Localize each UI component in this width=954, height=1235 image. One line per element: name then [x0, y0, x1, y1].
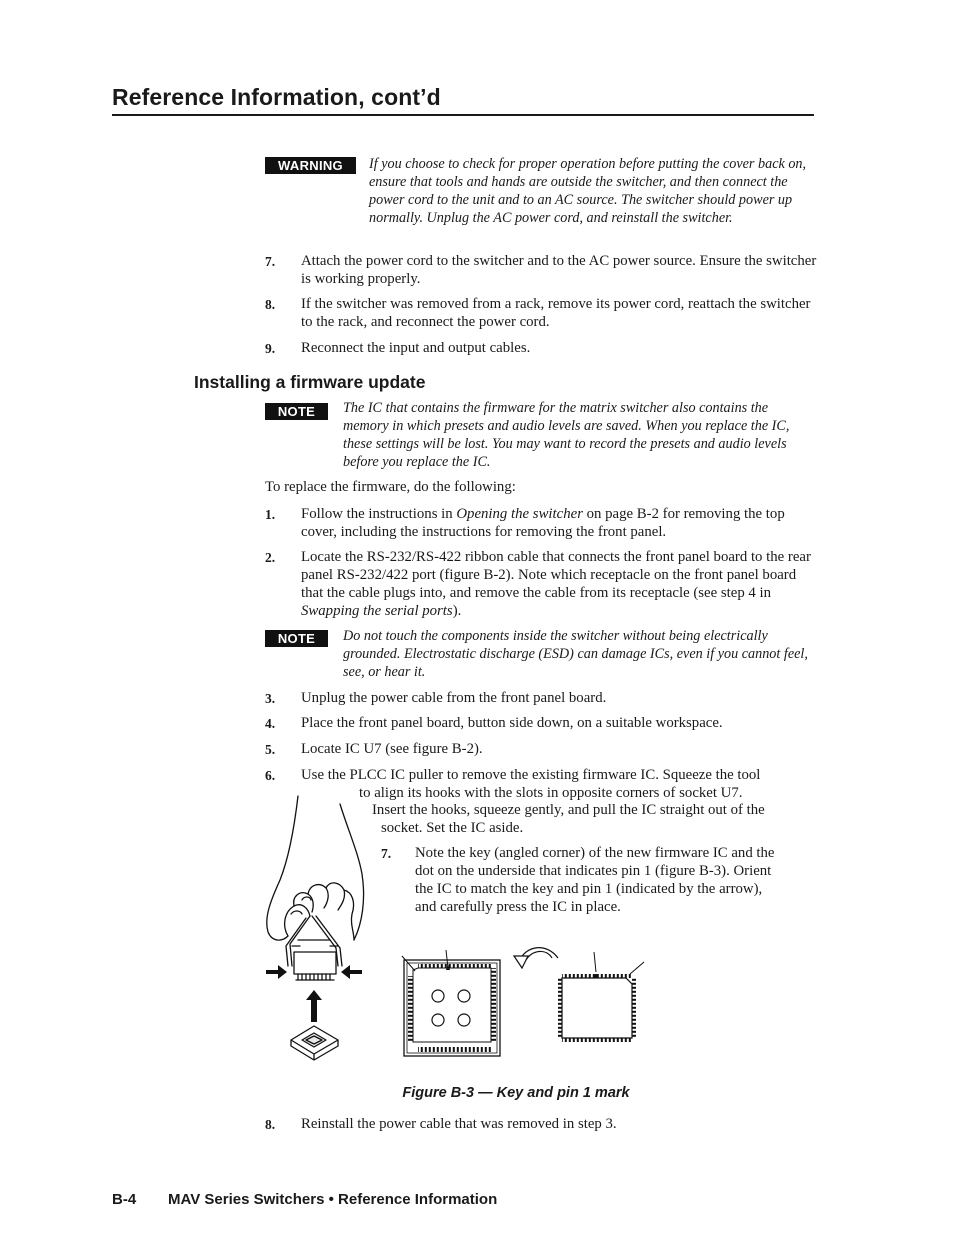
- note-badge: NOTE: [265, 403, 328, 420]
- step-8-number: 8.: [265, 297, 276, 312]
- step-7-number: 7.: [265, 254, 276, 269]
- step-7-text: Attach the power cord to the switcher and to the AC power source. Ensure the switcher is working properly.: [301, 253, 817, 287]
- step-3-text: Unplug the power cable from the front panel board.: [301, 690, 607, 706]
- step-9-number: 9.: [265, 341, 276, 356]
- step-6-line: to align its hooks with the slots in opposite corners of socket U7.: [359, 785, 743, 801]
- step-1-text: Follow the instructions in Opening the switcher on page B-2 for removing the top cover, including the instructions for removing the front panel.: [301, 506, 785, 540]
- step-2-number: 2.: [265, 550, 276, 565]
- title-rule: [112, 114, 814, 116]
- step-7b-number: 7.: [381, 846, 392, 861]
- step-6-line: socket. Set the IC aside.: [381, 820, 524, 836]
- step-7b-line: dot on the underside that indicates pin 1 (figure B-3). Orient: [415, 863, 772, 879]
- step-7b-line: Note the key (angled corner) of the new firmware IC and the: [415, 845, 775, 861]
- step-1-number: 1.: [265, 507, 276, 522]
- step-7b-line: the IC to match the key and pin 1 (indicated by the arrow),: [415, 881, 763, 897]
- note-badge: NOTE: [265, 630, 328, 647]
- intro-text: To replace the firmware, do the following:: [265, 479, 516, 495]
- step-9-text: Reconnect the input and output cables.: [301, 340, 531, 356]
- section-heading: Installing a firmware update: [194, 372, 426, 392]
- step-8b-number: 8.: [265, 1117, 276, 1132]
- step-4-number: 4.: [265, 716, 276, 731]
- step-7b-line: and carefully press the IC in place.: [415, 899, 621, 915]
- page-title: Reference Information, cont’d: [112, 84, 441, 110]
- key-pin1-figure: [396, 938, 648, 1064]
- warning-badge: WARNING: [265, 157, 356, 174]
- step-5-number: 5.: [265, 742, 276, 757]
- footer-page-number: B-4: [112, 1191, 137, 1208]
- step-6-line: Insert the hooks, squeeze gently, and pull the IC straight out of the: [372, 802, 765, 818]
- figure-caption: Figure B-3 — Key and pin 1 mark: [402, 1085, 630, 1101]
- footer-title: MAV Series Switchers • Reference Information: [168, 1191, 498, 1208]
- note-text: The IC that contains the firmware for the matrix switcher also contains the memory in which presets and audio levels are saved. When you replace the IC, these settings will be lost. You may want to record the presets and audio levels before you replace the IC.: [343, 400, 790, 470]
- step-6-line: Use the PLCC IC puller to remove the existing firmware IC. Squeeze the tool: [301, 767, 761, 783]
- reference-link: Opening the switcher: [456, 506, 583, 522]
- ic-puller-illustration: [258, 790, 378, 1070]
- step-8-text: If the switcher was removed from a rack, remove its power cord, reattach the switcher to the rack, and reconnect the power cord.: [301, 296, 811, 330]
- warning-text: If you choose to check for proper operation before putting the cover back on, ensure that tools and hands are outside the switcher, and then connect the power cord to the unit and to an AC source. The switcher should power up normally. Unplug the AC power cord, and reinstall the switcher.: [369, 156, 807, 226]
- step-6-number: 6.: [265, 768, 276, 783]
- step-2-text: Locate the RS-232/RS-422 ribbon cable that connects the front panel board to the rear panel RS-232/422 port (figure B-2). Note which receptacle on the front panel board that the cable plugs into, and remove the cable from its receptacle (see step 4 in Swapping the serial ports).: [301, 549, 811, 619]
- step-4-text: Place the front panel board, button side down, on a suitable workspace.: [301, 715, 723, 731]
- step-5-text: Locate IC U7 (see figure B-2).: [301, 741, 483, 757]
- reference-link: Swapping the serial ports: [301, 602, 453, 619]
- step-3-number: 3.: [265, 691, 276, 706]
- note-text: Do not touch the components inside the switcher without being electrically grounded. Electrostatic discharge (ESD) can damage ICs, even if you cannot feel, see, or hear it.: [343, 628, 808, 680]
- step-8b-text: Reinstall the power cable that was removed in step 3.: [301, 1116, 617, 1132]
